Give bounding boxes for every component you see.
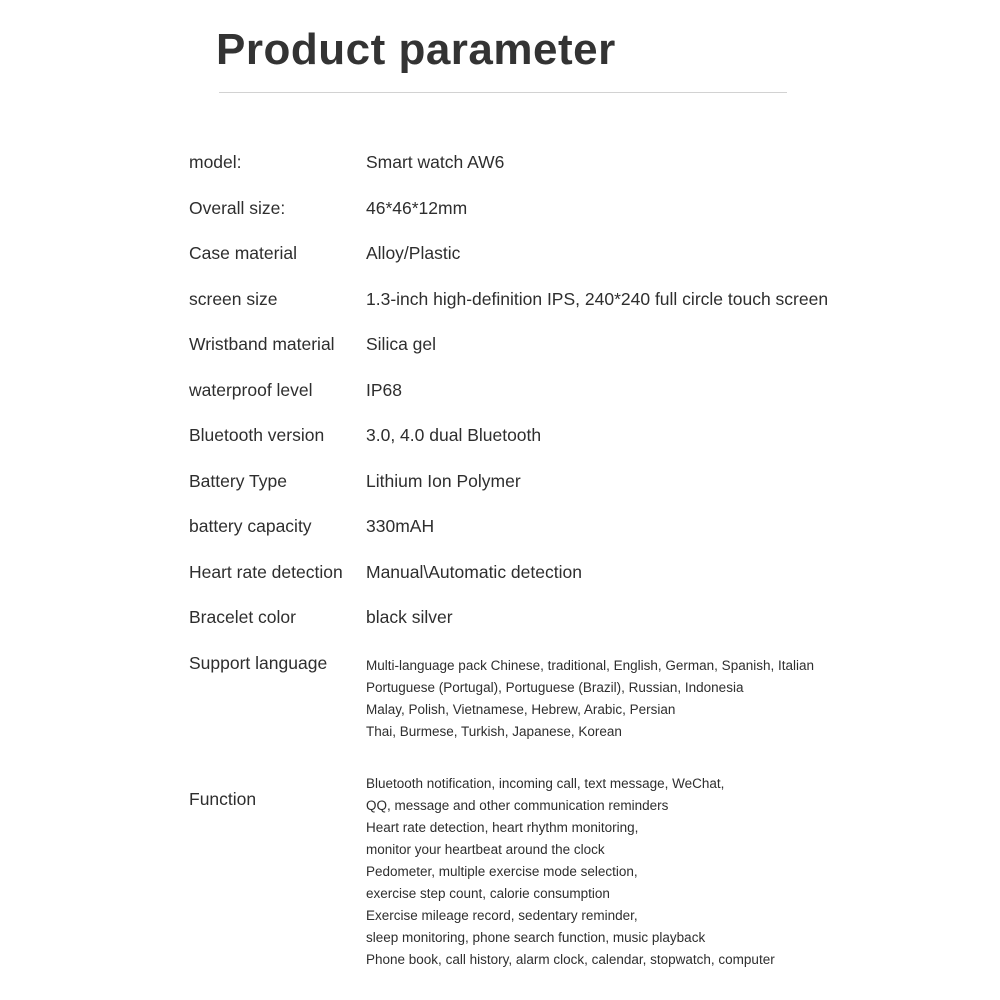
function-line: sleep monitoring, phone search function, music playback	[366, 930, 706, 945]
spec-value: 46*46*12mm	[366, 198, 468, 218]
spec-value: 3.0, 4.0 dual Bluetooth	[366, 425, 542, 445]
language-line: Multi-language pack Chinese, traditional, English, German, Spanish, Italian	[366, 658, 814, 673]
spec-label: Heart rate detection	[189, 562, 343, 582]
language-list	[366, 655, 814, 743]
spec-label: Wristband material	[189, 334, 335, 354]
language-line: Malay, Polish, Vietnamese, Hebrew, Arabic, Persian	[366, 702, 676, 717]
language-line: Thai, Burmese, Turkish, Japanese, Korean	[366, 724, 622, 739]
function-line: exercise step count, calorie consumption	[366, 886, 610, 901]
spec-label: Battery Type	[189, 471, 287, 491]
language-line: Portuguese (Portugal), Portuguese (Brazil), Russian, Indonesia	[366, 680, 744, 695]
spec-label: Function	[189, 789, 257, 809]
page-title: Product parameter	[216, 25, 616, 74]
spec-label: battery capacity	[189, 516, 312, 536]
spec-value: Manual\Automatic detection	[366, 562, 582, 582]
spec-value: black silver	[366, 607, 453, 627]
function-line: Bluetooth notification, incoming call, text message, WeChat,	[366, 776, 725, 791]
spec-label: model:	[189, 152, 242, 172]
spec-value: Smart watch AW6	[366, 152, 505, 172]
spec-label: Bluetooth version	[189, 425, 325, 445]
spec-label: screen size	[189, 289, 278, 309]
spec-label: Bracelet color	[189, 607, 296, 627]
function-line: QQ, message and other communication reminders	[366, 798, 669, 813]
spec-label: Overall size:	[189, 198, 286, 218]
spec-value: 1.3-inch high-definition IPS, 240*240 full circle touch screen	[366, 289, 829, 309]
function-line: monitor your heartbeat around the clock	[366, 842, 605, 857]
function-line: Heart rate detection, heart rhythm monitoring,	[366, 820, 639, 835]
function-line: Exercise mileage record, sedentary reminder,	[366, 908, 638, 923]
function-line: Phone book, call history, alarm clock, calendar, stopwatch, computer	[366, 952, 775, 967]
spec-value: Lithium Ion Polymer	[366, 471, 521, 491]
spec-value: IP68	[366, 380, 402, 400]
function-line: Pedometer, multiple exercise mode selection,	[366, 864, 638, 879]
title-divider	[219, 92, 787, 93]
spec-value: Alloy/Plastic	[366, 243, 461, 263]
spec-value: Silica gel	[366, 334, 437, 354]
function-list	[366, 773, 775, 971]
spec-label: Case material	[189, 243, 297, 263]
spec-label: Support language	[189, 653, 328, 673]
spec-value: 330mAH	[366, 516, 435, 536]
spec-label: waterproof level	[189, 380, 313, 400]
